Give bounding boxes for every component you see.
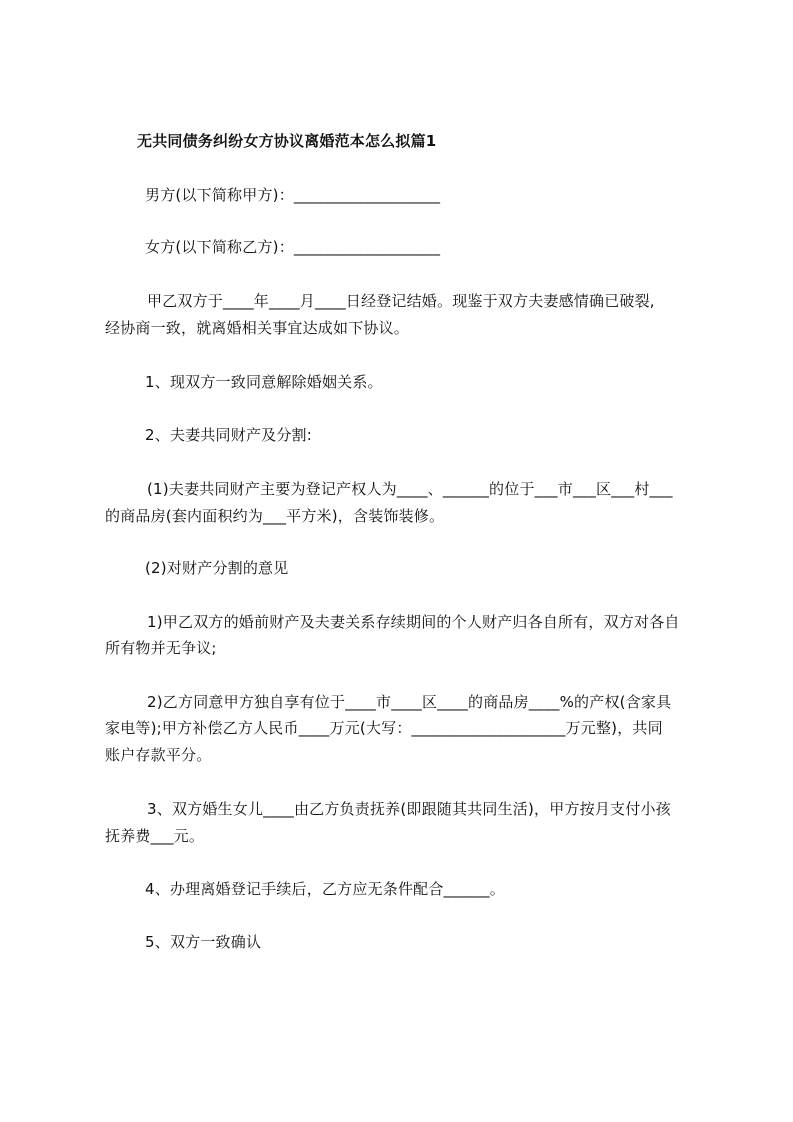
clause-3-line-1: 3、双方婚生女儿____由乙方负责抚养(即跟随其共同生活)，甲方按月支付小孩 [147, 800, 671, 818]
clause-1: 1、现双方一致同意解除婚姻关系。 [145, 373, 383, 391]
clause-2-2-1-line-1: 1)甲乙双方的婚前财产及夫妻关系存续期间的个人财产归各自所有，双方对各自 [147, 613, 680, 631]
husband-line: 男方(以下简称甲方)：___________________ [145, 186, 441, 204]
clause-2: 2、夫妻共同财产及分割: [145, 426, 312, 444]
clause-2-2-2-line-2: 家电等);甲方补偿乙方人民币____万元(大写：____________________万元整)，共同 [105, 719, 663, 737]
clause-2-2-2-line-1: 2)乙方同意甲方独自享有位于____市____区____的商品房____%的产权(含家具 [147, 693, 672, 711]
clause-2-2-1-line-2: 所有物并无争议; [105, 639, 217, 657]
wife-line: 女方(以下简称乙方)：___________________ [145, 238, 441, 256]
clause-5: 5、双方一致确认 [145, 933, 262, 951]
clause-2-2-2-line-3: 账户存款平分。 [105, 746, 212, 764]
clause-2-1-line-1: (1)夫妻共同财产主要为登记产权人为____、______的位于___市___区___村___ [147, 480, 673, 498]
intro-paragraph-line-2: 经协商一致，就离婚相关事宜达成如下协议。 [105, 319, 410, 337]
clause-3-line-2: 抚养费___元。 [105, 827, 205, 845]
clause-4: 4、办理离婚登记手续后，乙方应无条件配合______。 [145, 880, 505, 898]
clause-2-1-line-2: 的商品房(套内面积约为___平方米)，含装饰装修。 [105, 507, 445, 525]
intro-paragraph-line-1: 甲乙双方于____年____月____日经登记结婚。现鉴于双方夫妻感情确已破裂, [147, 292, 655, 310]
document-title: 无共同债务纠纷女方协议离婚范本怎么拟篇1 [137, 132, 437, 150]
clause-2-2: (2)对财产分割的意见 [145, 559, 289, 577]
